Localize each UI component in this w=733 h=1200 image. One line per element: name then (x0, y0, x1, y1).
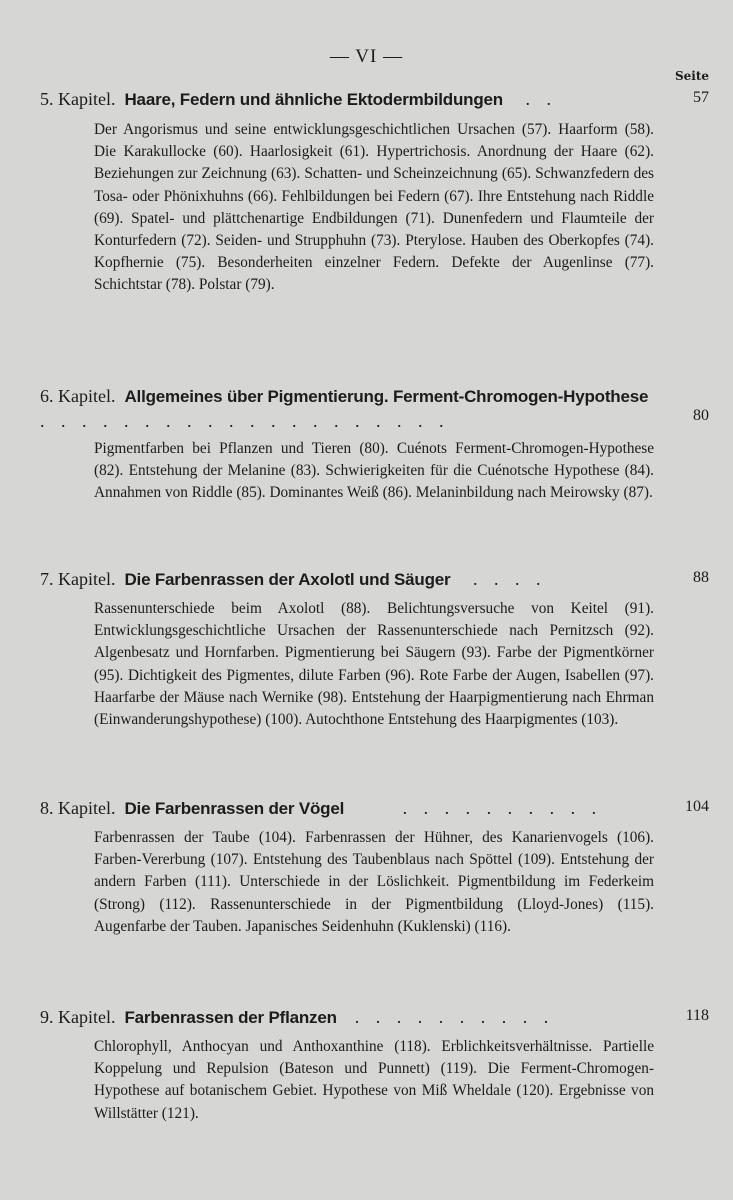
chapter-number: 8. Kapitel. (40, 798, 116, 818)
chapter-title: Farbenrassen der Pflanzen (124, 1008, 337, 1027)
chapter-page-ref: 80 (693, 407, 709, 424)
page-number: — VI — (329, 46, 404, 67)
chapter-title: Die Farbenrassen der Vögel (124, 799, 345, 818)
chapter-summary: Chlorophyll, Anthocyan und Anthoxanthine (118). Erblichkeitsverhältnisse. Partielle Koppelung und Repulsion (Bateson und Punnett) (119). Die Ferment-Chromogen-Hypothese auf botanischem Gebiet. Hypothese von Miß Wheldale (120). Ergebnisse von Willstätter (121). (94, 1038, 654, 1122)
chapter-summary: Rassenunterschiede beim Axolotl (88). Belichtungsversuche von Keitel (91). Entwicklungsgeschichtliche Ursachen der Rassenunterschiede nach Pernitzsch (92). Algenbesatz und Hornfarben. Pigmentierung bei Säugern (93). Farbe der Pigmentkörner (95). Dichtigkeit des Pigmentes, dilute Farben (96). Rote Farbe der Augen, Isabellen (97). Haarfarbe der Mäuse nach Wernike (98). Entstehung der Haarpigmentierung nach Ehrman (Einwanderungshypothese) (100). Autochthone Entstehung des Haarpigmentes (103). (94, 600, 654, 729)
chapter-number: 5. Kapitel. (40, 89, 116, 109)
leader-dots: . . . . . . . . . . . . . . . . . . . . (40, 411, 450, 431)
chapter-heading (40, 1005, 654, 1030)
chapter-page-ref: 118 (685, 1007, 709, 1024)
chapter-page-ref: 57 (693, 89, 709, 106)
leader-dots: . . (525, 89, 557, 109)
leader-dots: . . . . (472, 569, 547, 589)
chapter-title: Haare, Federn und ähnliche Ektodermbildungen (124, 90, 503, 109)
chapter-number: 7. Kapitel. (40, 569, 116, 589)
leader-dots: . . . . . . . . . . (402, 798, 603, 818)
chapter-heading (40, 384, 654, 434)
chapter-page-ref: 88 (693, 569, 709, 586)
chapter-heading (40, 567, 654, 592)
chapter-summary: Der Angorismus und seine entwicklungsgeschichtlichen Ursachen (57). Haarform (58). Die Karakullocke (60). Haarlosigkeit (61). Hypertrichosis. Anordnung der Haare (62). Beziehungen zur Zeichnung (63). Schatten- und Scheinzeichnung (65). Schwanzfedern des Tosa- oder Phönixhuhns (66). Fehlbildungen bei Federn (67). Ihre Entstehung nach Riddle (69). Spatel- und plättchenartige Endbildungen (71). Dunenfedern und Flaumteile der Konturfedern (72). Seiden- und Strupphuhn (73). Pterylose. Hauben des Oberkopfes (74). Kopfhernie (75). Besonderheiten einzelner Federn. Defekte der Augenlinse (77). Schichtstar (78). Polstar (79). (94, 121, 654, 294)
chapter-title: Die Farbenrassen der Axolotl und Säuger (124, 570, 451, 589)
chapter-number: 6. Kapitel. (40, 386, 116, 406)
chapter-heading (40, 87, 654, 112)
chapter-number: 9. Kapitel. (40, 1007, 116, 1027)
leader-dots: . . . . . . . . . . (354, 1007, 555, 1027)
chapter-summary: Pigmentfarben bei Pflanzen und Tieren (80). Cuénots Ferment-Chromogen-Hypothese (82). Entstehung der Melanine (83). Schwierigkeiten für die Cuénotsche Hypothese (84). Annahmen von Riddle (85). Dominantes Weiß (86). Melaninbildung nach Meirowsky (87). (94, 440, 654, 502)
chapter-title: Allgemeines über Pigmentierung. Ferment-Chromogen-Hypothese (124, 387, 649, 406)
seite-column-label: Seite (674, 69, 709, 83)
chapter-summary: Farbenrassen der Taube (104). Farbenrassen der Hühner, des Kanarienvogels (106). Farben-Vererbung (107). Entstehung des Taubenblaus nach Spöttel (109). Entstehung der andern Farben (111). Unterschiede in der Löslichkeit. Pigmentbildung im Federkeim (Strong) (112). Rassenunterschiede in der Pigmentbildung (Lloyd-Jones) (115). Augenfarbe der Tauben. Japanisches Seidenhuhn (Kuklenski) (116). (94, 829, 654, 935)
chapter-page-ref: 104 (685, 798, 709, 815)
chapter-heading (40, 796, 654, 821)
